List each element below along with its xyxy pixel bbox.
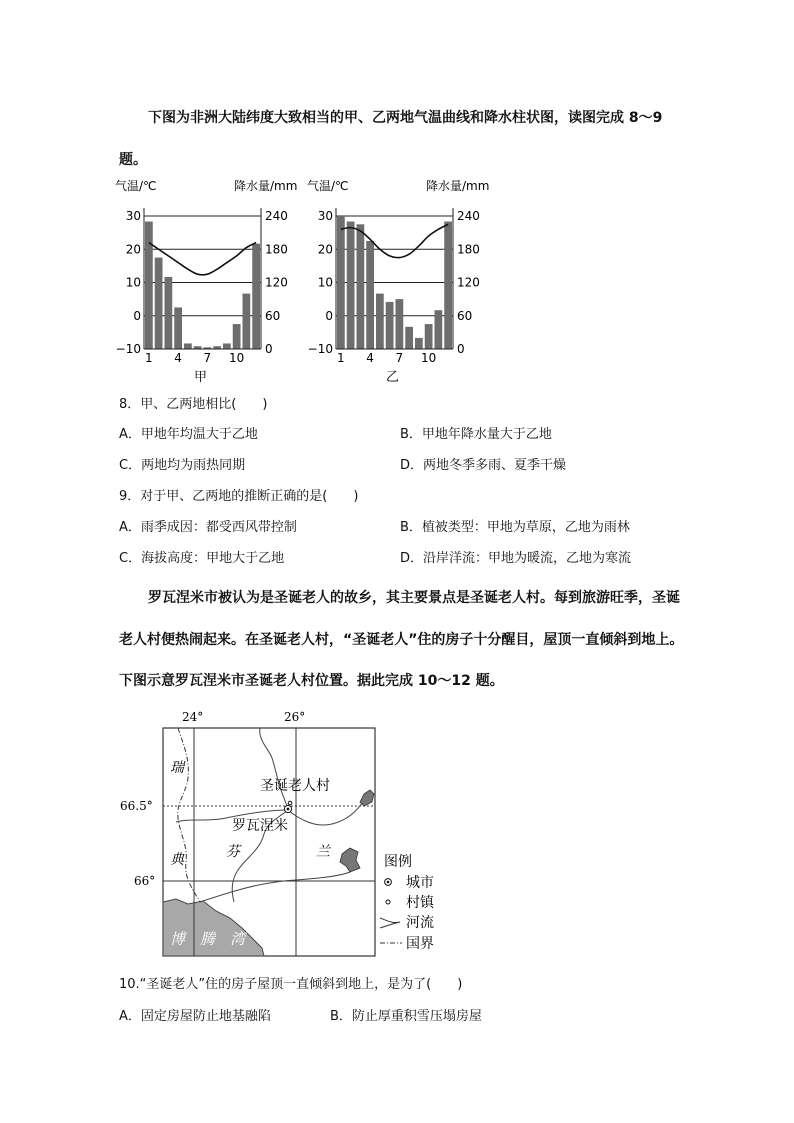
left-tick-label: 10 (317, 275, 333, 290)
precip-bar (145, 222, 153, 349)
q8-option-a: A．甲地年均温大于乙地 (119, 427, 258, 442)
label-sweden-2: 典 (170, 852, 184, 868)
ylabel-right: 降水量/mm (426, 179, 490, 193)
left-tick-label: −10 (115, 342, 141, 356)
left-tick-label: 30 (125, 209, 141, 223)
x-tick-label: 4 (174, 351, 182, 365)
x-tick-label: 7 (203, 351, 212, 365)
q10-stem: 10.“圣诞老人”住的房子屋顶一直倾斜到地上，是为了( ) (119, 977, 463, 992)
q8-option-b: B．甲地年降水量大于乙地 (400, 427, 552, 442)
ylabel-left: 气温/℃ (307, 179, 349, 193)
precip-bar (337, 216, 345, 349)
q8-stem: 8．甲、乙两地相比( ) (119, 397, 268, 412)
label-finland-1: 芬 (226, 844, 240, 860)
legend-border: 国界 (406, 936, 434, 952)
intro2-line2: 老人村便热闹起来。在圣诞老人村，“圣诞老人”住的房子十分醒目，屋顶一直倾斜到地上。 (119, 632, 684, 648)
x-tick-label: 10 (420, 351, 437, 365)
label-gulf: 博 腾 湾 (170, 930, 246, 948)
label-santa-village: 圣诞老人村 (260, 778, 330, 794)
label-lat-66-5: 66.5° (120, 799, 153, 813)
precip-bar (405, 327, 413, 349)
precip-bar (415, 338, 423, 349)
climate-chart-jia (115, 178, 297, 385)
right-tick-label: 0 (457, 342, 465, 356)
x-tick-label: 10 (228, 351, 245, 365)
q8-option-d: D．两地冬季多雨、夏季干燥 (400, 458, 567, 473)
right-tick-label: 0 (265, 342, 273, 356)
left-tick-label: 30 (317, 209, 333, 223)
precip-bar (435, 310, 443, 349)
precip-bar (252, 244, 260, 349)
q8-option-c: C．两地均为雨热同期 (119, 458, 246, 473)
label-lon-26: 26° (284, 710, 306, 724)
precip-bar (243, 294, 251, 349)
santa-village-marker (288, 801, 292, 805)
precip-bar (347, 222, 355, 349)
ylabel-left: 气温/℃ (115, 179, 157, 193)
map-legend (380, 854, 435, 952)
right-tick-label: 240 (457, 209, 480, 223)
q9-option-c: C．海拔高度：甲地大于乙地 (119, 551, 285, 566)
x-tick-label: 4 (366, 351, 374, 365)
x-tick-label: 1 (337, 351, 345, 365)
rovaniemi-map (118, 706, 458, 960)
x-tick-label: 1 (145, 351, 153, 365)
climate-chart-yi (307, 178, 489, 385)
precip-bar (155, 258, 163, 349)
intro2-line1: 罗瓦涅米市被认为是圣诞老人的故乡，其主要景点是圣诞老人村。每到旅游旺季，圣诞 (148, 590, 680, 606)
precip-bar (396, 299, 404, 349)
precip-bar (223, 343, 231, 349)
right-tick-label: 60 (457, 308, 473, 323)
legend-town: 村镇 (406, 895, 434, 911)
label-lat-66: 66° (134, 874, 156, 888)
right-tick-label: 60 (265, 308, 281, 323)
legend-river: 河流 (406, 915, 434, 931)
precip-bar (376, 294, 384, 349)
right-tick-label: 180 (457, 242, 480, 257)
left-tick-label: 0 (325, 308, 333, 323)
precip-bar (184, 343, 192, 349)
q9-option-a: A．雨季成因：都受西风带控制 (119, 520, 297, 535)
precip-bar (444, 222, 452, 349)
precip-bar (165, 277, 173, 349)
label-rovaniemi: 罗瓦涅米 (232, 818, 288, 834)
left-tick-label: 0 (133, 308, 141, 323)
q9-option-b: B．植被类型：甲地为草原，乙地为雨林 (400, 520, 630, 535)
chart-name-label: 乙 (385, 370, 400, 385)
label-finland-2: 兰 (316, 844, 330, 860)
q9-stem: 9．对于甲、乙两地的推断正确的是( ) (119, 489, 359, 504)
intro2-line3: 下图示意罗瓦涅米市圣诞老人村位置。据此完成 10～12 题。 (119, 673, 504, 689)
right-tick-label: 120 (265, 275, 288, 290)
right-tick-label: 180 (265, 242, 288, 257)
chart-name-label: 甲 (193, 370, 208, 385)
q9-option-d: D．沿岸洋流：甲地为暖流，乙地为寒流 (400, 551, 632, 566)
label-sweden-1: 瑞 (170, 760, 184, 776)
q10-option-b: B．防止厚重积雪压塌房屋 (330, 1009, 482, 1024)
precip-bar (386, 302, 394, 349)
right-tick-label: 240 (265, 209, 288, 223)
x-tick-label: 7 (395, 351, 404, 365)
precip-bar (425, 324, 433, 349)
ylabel-right: 降水量/mm (234, 179, 298, 193)
label-lon-24: 24° (182, 710, 204, 724)
precip-bar (174, 307, 182, 349)
intro1-line2: 题。 (119, 152, 147, 168)
rovaniemi-city-dot (287, 808, 290, 811)
left-tick-label: 10 (125, 275, 141, 290)
legend-title: 图例 (384, 854, 412, 870)
q10-option-a: A．固定房屋防止地基融陷 (119, 1009, 271, 1024)
left-tick-label: −10 (307, 342, 333, 356)
climate-charts (115, 172, 495, 394)
left-tick-label: 20 (317, 242, 333, 257)
right-tick-label: 120 (457, 275, 480, 290)
precip-bar (366, 241, 374, 349)
left-tick-label: 20 (125, 242, 141, 257)
temperature-curve (149, 243, 256, 275)
precip-bar (233, 324, 241, 349)
legend-city: 城市 (406, 875, 434, 891)
precip-bar (357, 224, 365, 349)
intro1-line1: 下图为非洲大陆纬度大致相当的甲、乙两地气温曲线和降水柱状图，读图完成 8～9 (148, 110, 663, 126)
